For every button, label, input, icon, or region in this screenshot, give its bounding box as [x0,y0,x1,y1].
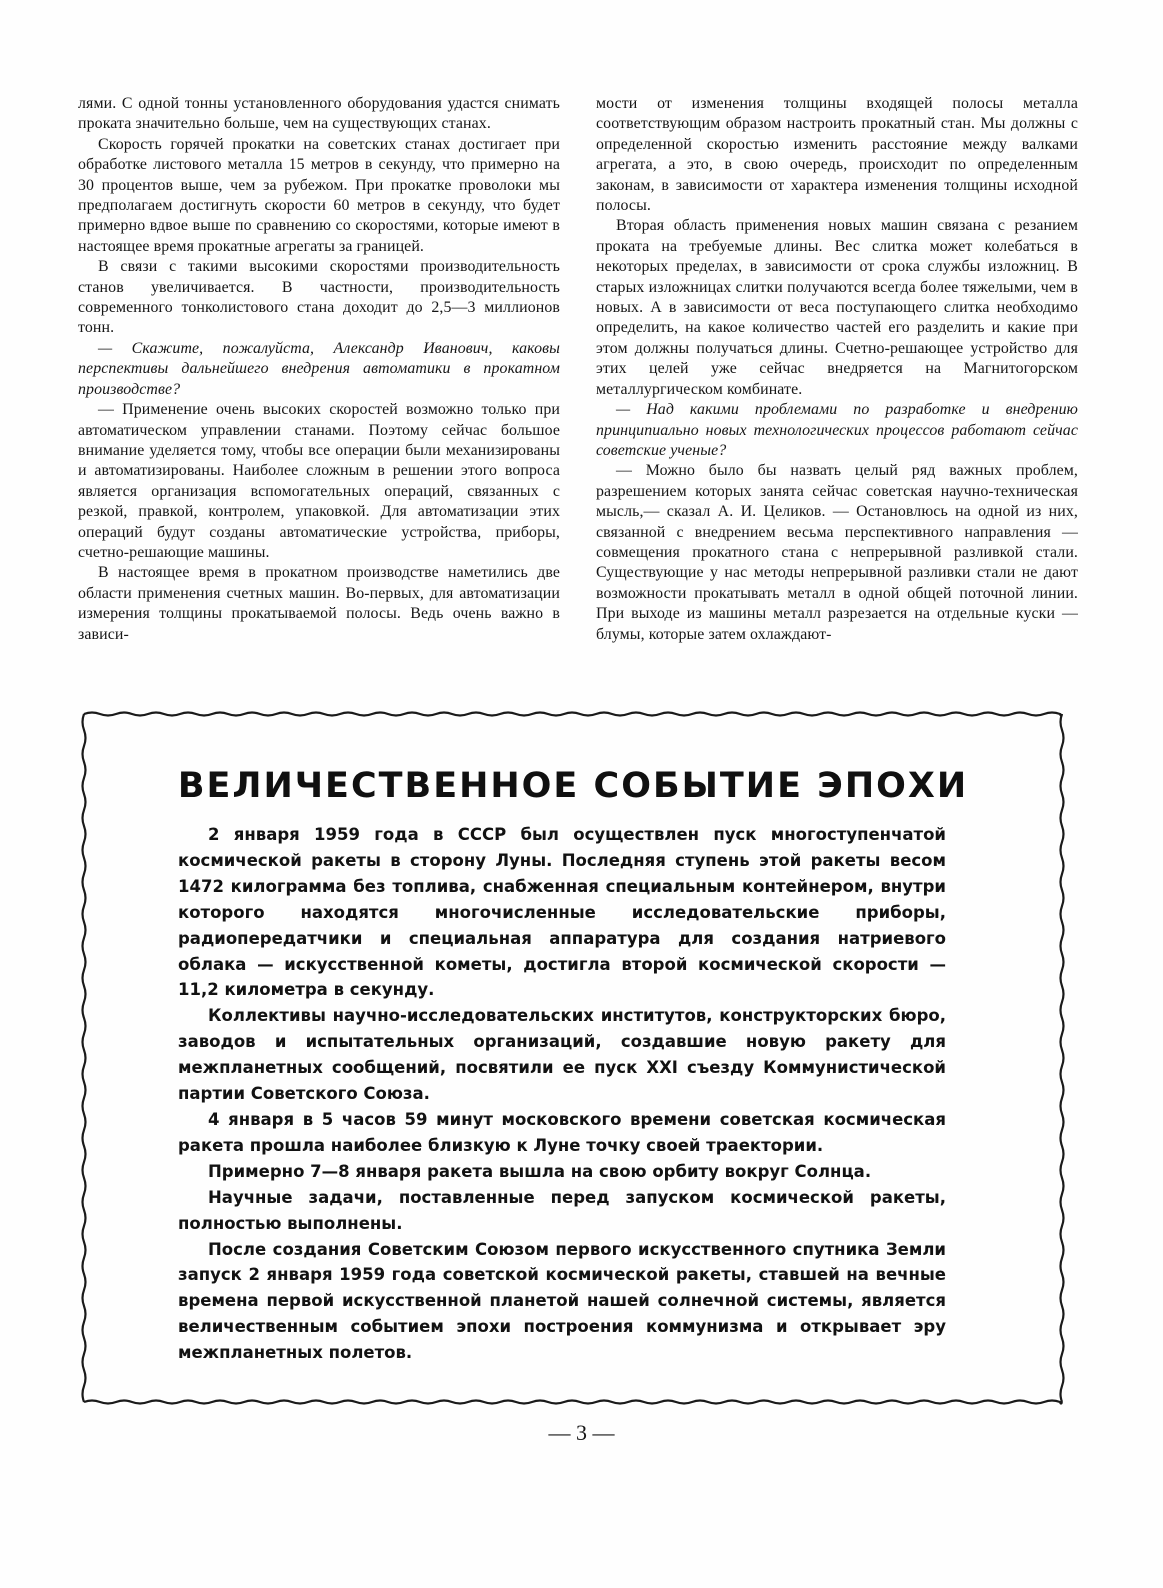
announcement-body [178,822,946,1366]
paragraph: В настоящее время в прокатном производстве наметились две области применения счетных машин. Во-первых, для автоматизации измерения толщины прокатываемой полосы. Ведь очень важно в зависи- [78,564,560,643]
paragraph: лями. С одной тонны установленного оборудования удастся снимать проката значительно больше, чем на существующих станах. [78,95,560,133]
page-number: — 3 — [548,1420,615,1445]
interview-question: — Над какими проблемами по разработке и внедрению принципиально новых технологических процессов работают сейчас советские ученые? [596,401,1078,459]
paragraph: мости от изменения толщины входящей полосы металла соответствующим образом настроить прокатный стан. Мы должны с определенной скоростью изменить расстояние между валками агрегата, а это, в свою очередь, происходит по определенным законам, в зависимости от характера изменения толщины исходной полосы. [596,95,1078,215]
announcement-paragraph: 4 января в 5 часов 59 минут московского времени советская космическая ракета прошла наиболее близкую к Луне точку своей траектории. [178,1109,946,1155]
announcement-box [78,708,1068,1408]
paragraph: — Можно было бы назвать целый ряд важных проблем, разрешением которых занята сейчас советская научно-техническая мысль,— сказал А. И. Целиков. — Остановлюсь на одной из них, связанной с внедрением весьма перспективного направления — совмещения прокатного стана с непрерывной разливкой стали. Существующие у нас методы непрерывной разливки стали не дают возможности прокатывать металл в одной общей поточной линии. При выходе из машины металл разрезается на отдельные куски — блумы, которые затем охлаждают- [596,462,1078,643]
announcement-paragraph: Коллективы научно-исследовательских институтов, конструкторских бюро, заводов и испытательных организаций, создавшие новую ракету для межпланетных сообщений, посвятили ее пуск XXI съезду Коммунистической партии Советского Союза. [178,1006,946,1104]
article-columns [78,94,1078,694]
announcement-paragraph: 2 января 1959 года в СССР был осуществлен пуск многоступенчатой космической ракеты в сторону Луны. Последняя ступень этой ракеты весом 1472 килограмма без топлива, снабженная специальным контейнером, внутри которого находятся многочисленные исследовательские приборы, радиопередатчики и специальная аппаратура для создания натриевого облака — искусственной кометы, достигла второй космической скорости — 11,2 километра в секунду. [178,825,946,1000]
left-column [78,94,560,694]
paragraph: — Применение очень высоких скоростей возможно только при автоматическом управлении станами. Поэтому сейчас большое внимание уделяется тому, чтобы все операции были механизированы и автоматизированы. Наиболее сложным в решении этого вопроса является организация вспомогательных операций, связанных с резкой, правкой, контролем, упаковкой. Для автоматизации этих операций будут созданы автоматические устройства, приборы, счетно-решающие машины. [78,401,560,561]
announcement-paragraph: Примерно 7—8 января ракета вышла на свою орбиту вокруг Солнца. [208,1161,872,1181]
paragraph: Скорость горячей прокатки на советских станах достигает при обработке листового металла 15 метров в секунду, что примерно на 30 процентов выше, чем за рубежом. При прокатке проволоки мы предполагаем достигнуть скорости 60 метров в секунду, что будет примерно вдвое выше по сравнению со скоростями, которые имеют в настоящее время прокатные агрегаты за границей. [78,135,560,255]
announcement-paragraph: После создания Советским Союзом первого искусственного спутника Земли запуск 2 января 1959 года советской космической ракеты, ставшей на вечные времена первой искусственной планетой нашей солнечной системы, является величественным событием эпохи построения коммунизма и открывает эру межпланетных полетов. [178,1239,946,1363]
paragraph: В связи с такими высокими скоростями производительность станов увеличивается. В частности, производительность современного тонколистового стана доходит до 2,5—3 миллионов тонн. [78,258,560,337]
interview-question: — Скажите, пожалуйста, Александр Иванович, каковы перспективы дальнейшего внедрения автоматики в прокатном производстве? [78,339,560,398]
announcement-paragraph: Научные задачи, поставленные перед запуском космической ракеты, полностью выполнены. [178,1187,946,1233]
paragraph: Вторая область применения новых машин связана с резанием проката на требуемые длины. Вес слитка может колебаться в некоторых пределах, в зависимости от срока службы изложниц. В старых изложницах слитки получаются всегда более тяжелыми, чем в новых. А в зависимости от веса поступающего слитка необходимо определить, на какое количество частей его разделить и какие при этом должны получаться длины. Счетно-решающее устройство для этих целей уже сейчас внедряется на Магнитогорском металлургическом комбинате. [596,217,1078,398]
announcement-title: ВЕЛИЧЕСТВЕННОЕ СОБЫТИЕ ЭПОХИ [177,766,969,806]
right-column [596,94,1078,694]
